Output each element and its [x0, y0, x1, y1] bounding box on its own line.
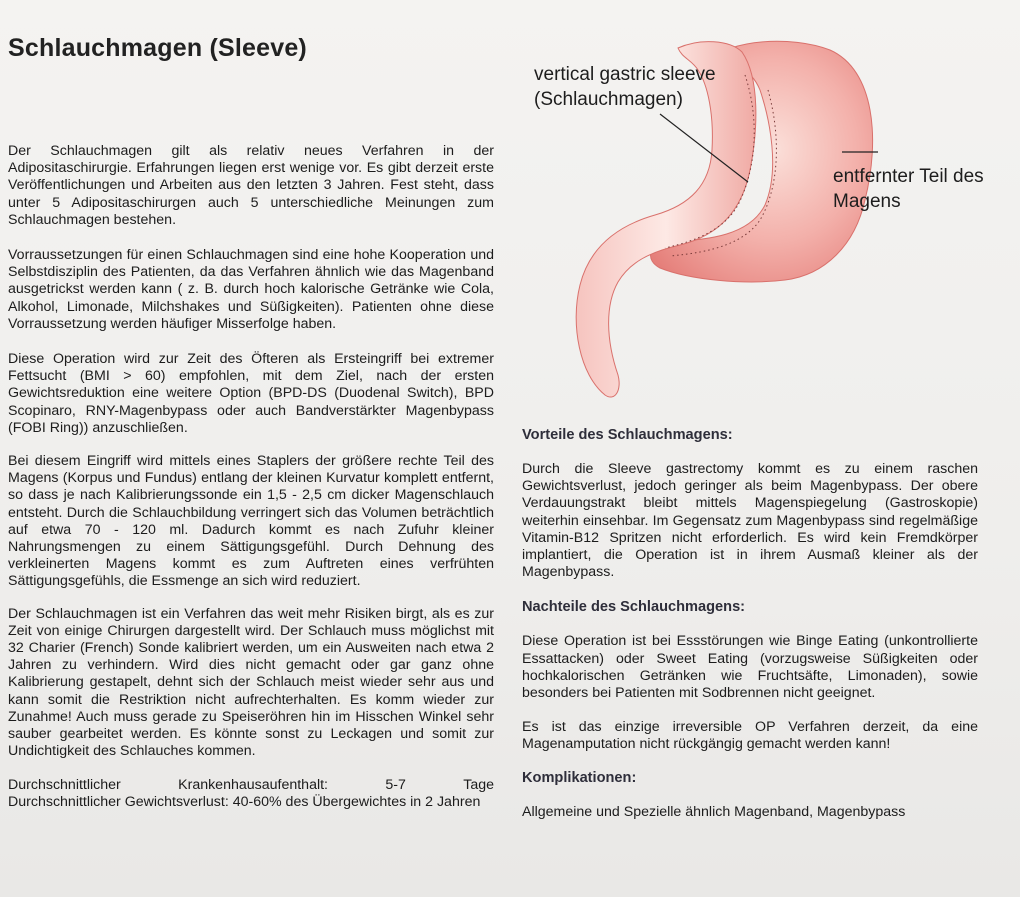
right-column: [522, 427, 978, 821]
stay-unit: Tage: [463, 776, 494, 793]
stay-middle: Krankenhausaufenthalt:: [178, 776, 328, 793]
left-column: [8, 143, 494, 811]
paragraph-irreversible: Es ist das einzige irreversible OP Verfahren derzeit, da eine Magenamputation nicht rückgängig gemacht werden kann!: [522, 719, 978, 753]
weight-loss-line: Durchschnittlicher Gewichtsverlust: 40-60% des Übergewichtes in 2 Jahren: [8, 793, 481, 810]
heading-advantages: Vorteile des Schlauchmagens:: [522, 427, 733, 443]
removed-part-label-text: entfernter Teil des Magens: [833, 166, 984, 212]
sleeve-label: [534, 62, 716, 112]
hospital-stay-line: [8, 777, 494, 794]
paragraph-advantages: Durch die Sleeve gastrectomy kommt es zu einem raschen Gewichtsverlust, jedoch geringer als beim Magenbypass. Der obere Verdauungstrakt bleibt mittels Magenspiegelung (Gastroskopie) weiterhin einsehbar. Im Gegensatz zum Magenbypass sind regelmäßige Vitamin-B12 Spritzen nicht erforderlich. Es wird kein Fremdkörper implantiert, die Operation ist in ihrem Ausmaß kleiner als der Magenbypass.: [522, 461, 978, 581]
page-title: Schlauchmagen (Sleeve): [8, 34, 307, 62]
heading-complications: Komplikationen:: [522, 769, 637, 786]
paragraph-complications: Allgemeine und Spezielle ähnlich Magenband, Magenbypass: [522, 803, 906, 820]
paragraph-disadvantages: Diese Operation ist bei Essstörungen wie Binge Eating (unkontrollierte Essattacken) oder Sweet Eating (vorzugsweise Süßigkeiten oder hochkalorischen Getränken wie Fruchtsäfte, Limonaden), sowie besonders bei Patienten mit Sodbrennen nicht geeignet.: [522, 633, 978, 702]
stay-value: 5-7: [385, 776, 406, 793]
heading-disadvantages: Nachteile des Schlauchmagens:: [522, 599, 746, 616]
sleeve-label-text: vertical gastric sleeve (Schlauchmagen): [534, 64, 716, 110]
stay-label: Durchschnittlicher: [8, 776, 121, 793]
paragraph-procedure: Bei diesem Eingriff wird mittels eines Staplers der größere rechte Teil des Magens (Korpus und Fundus) entlang der kleinen Kurvatur komplett entfernt, so dass je nach Kalibrierungssonde ein 1,5 - 2,5 cm dicker Magenschlauch entsteht. Durch die Schlauchbildung verringert sich das Volumen beträchtlich auf etwa 70 - 120 ml. Dadurch kommt es nach Zufuhr kleiner Nahrungsmengen zu einem Sättigungsgefühl. Durch Dehnung des verkleinerten Magens kommt es zum Auftreten eines verfrühten Sättigungsgefühls, die Essmenge an sich wird reduziert.: [8, 453, 494, 590]
paragraph-risks: Der Schlauchmagen ist ein Verfahren das weit mehr Risiken birgt, als es zur Zeit von einige Chirurgen dargestellt wird. Der Schlauch muss möglichst mit 32 Charier (French) Sonde kalibriert werden, um ein Ausweiten nach etwa 2 Jahren zu verhindern. Wird dies nicht gemacht oder gar ganz ohne Kalibrierung gestapelt, dehnt sich der Schlauch meist wieder sehr aus und kann somit die Restriktion nicht aufrechterhalten. Es komm wieder zur Zunahme! Auch muss gerade zu Speiseröhren hin im Hisschen Winkel sehr sauber gearbeitet werden. Es könnte sonst zu Leckagen und somit zur Undichtigkeit des Schlauches kommen.: [8, 605, 494, 760]
paragraph-intro: Der Schlauchmagen gilt als relativ neues Verfahren in der Adipositaschirurgie. Erfahrungen liegen erst wenige vor. Es gibt derzeit erste Veröffentlichungen und Arbeiten aus den letzten 3 Jahren. Fest steht, dass unter 5 Adipositaschirurgen auch 5 unterschiedliche Meinungen zum Schlauchmagen bestehen.: [8, 143, 494, 228]
removed-part-label: [833, 164, 984, 214]
paragraph-prerequisites: Vorraussetzungen für einen Schlauchmagen sind eine hohe Kooperation und Selbstdisziplin des Patienten, da das Verfahren ähnlich wie das Magenband ausgetrickst werden kann ( z. B. durch hoch kalorische Getränke wie Cola, Alkohol, Limonade, Milchshakes und Süßigkeiten). Patienten ohne diese Vorraussetzung werden häufiger Misserfolge haben.: [8, 247, 494, 332]
paragraph-indication: Diese Operation wird zur Zeit des Öfteren als Ersteingriff bei extremer Fettsucht (BMI > 60) empfohlen, mit dem Ziel, nach der ersten Gewichtsreduktion eine weitere Option (BPD-DS (Duodenal Switch), BPD Scopinaro, RNY-Magenbypass oder auch Bandverstärkter Magenbypass (FOBI Ring)) anzuschließen.: [8, 351, 494, 436]
